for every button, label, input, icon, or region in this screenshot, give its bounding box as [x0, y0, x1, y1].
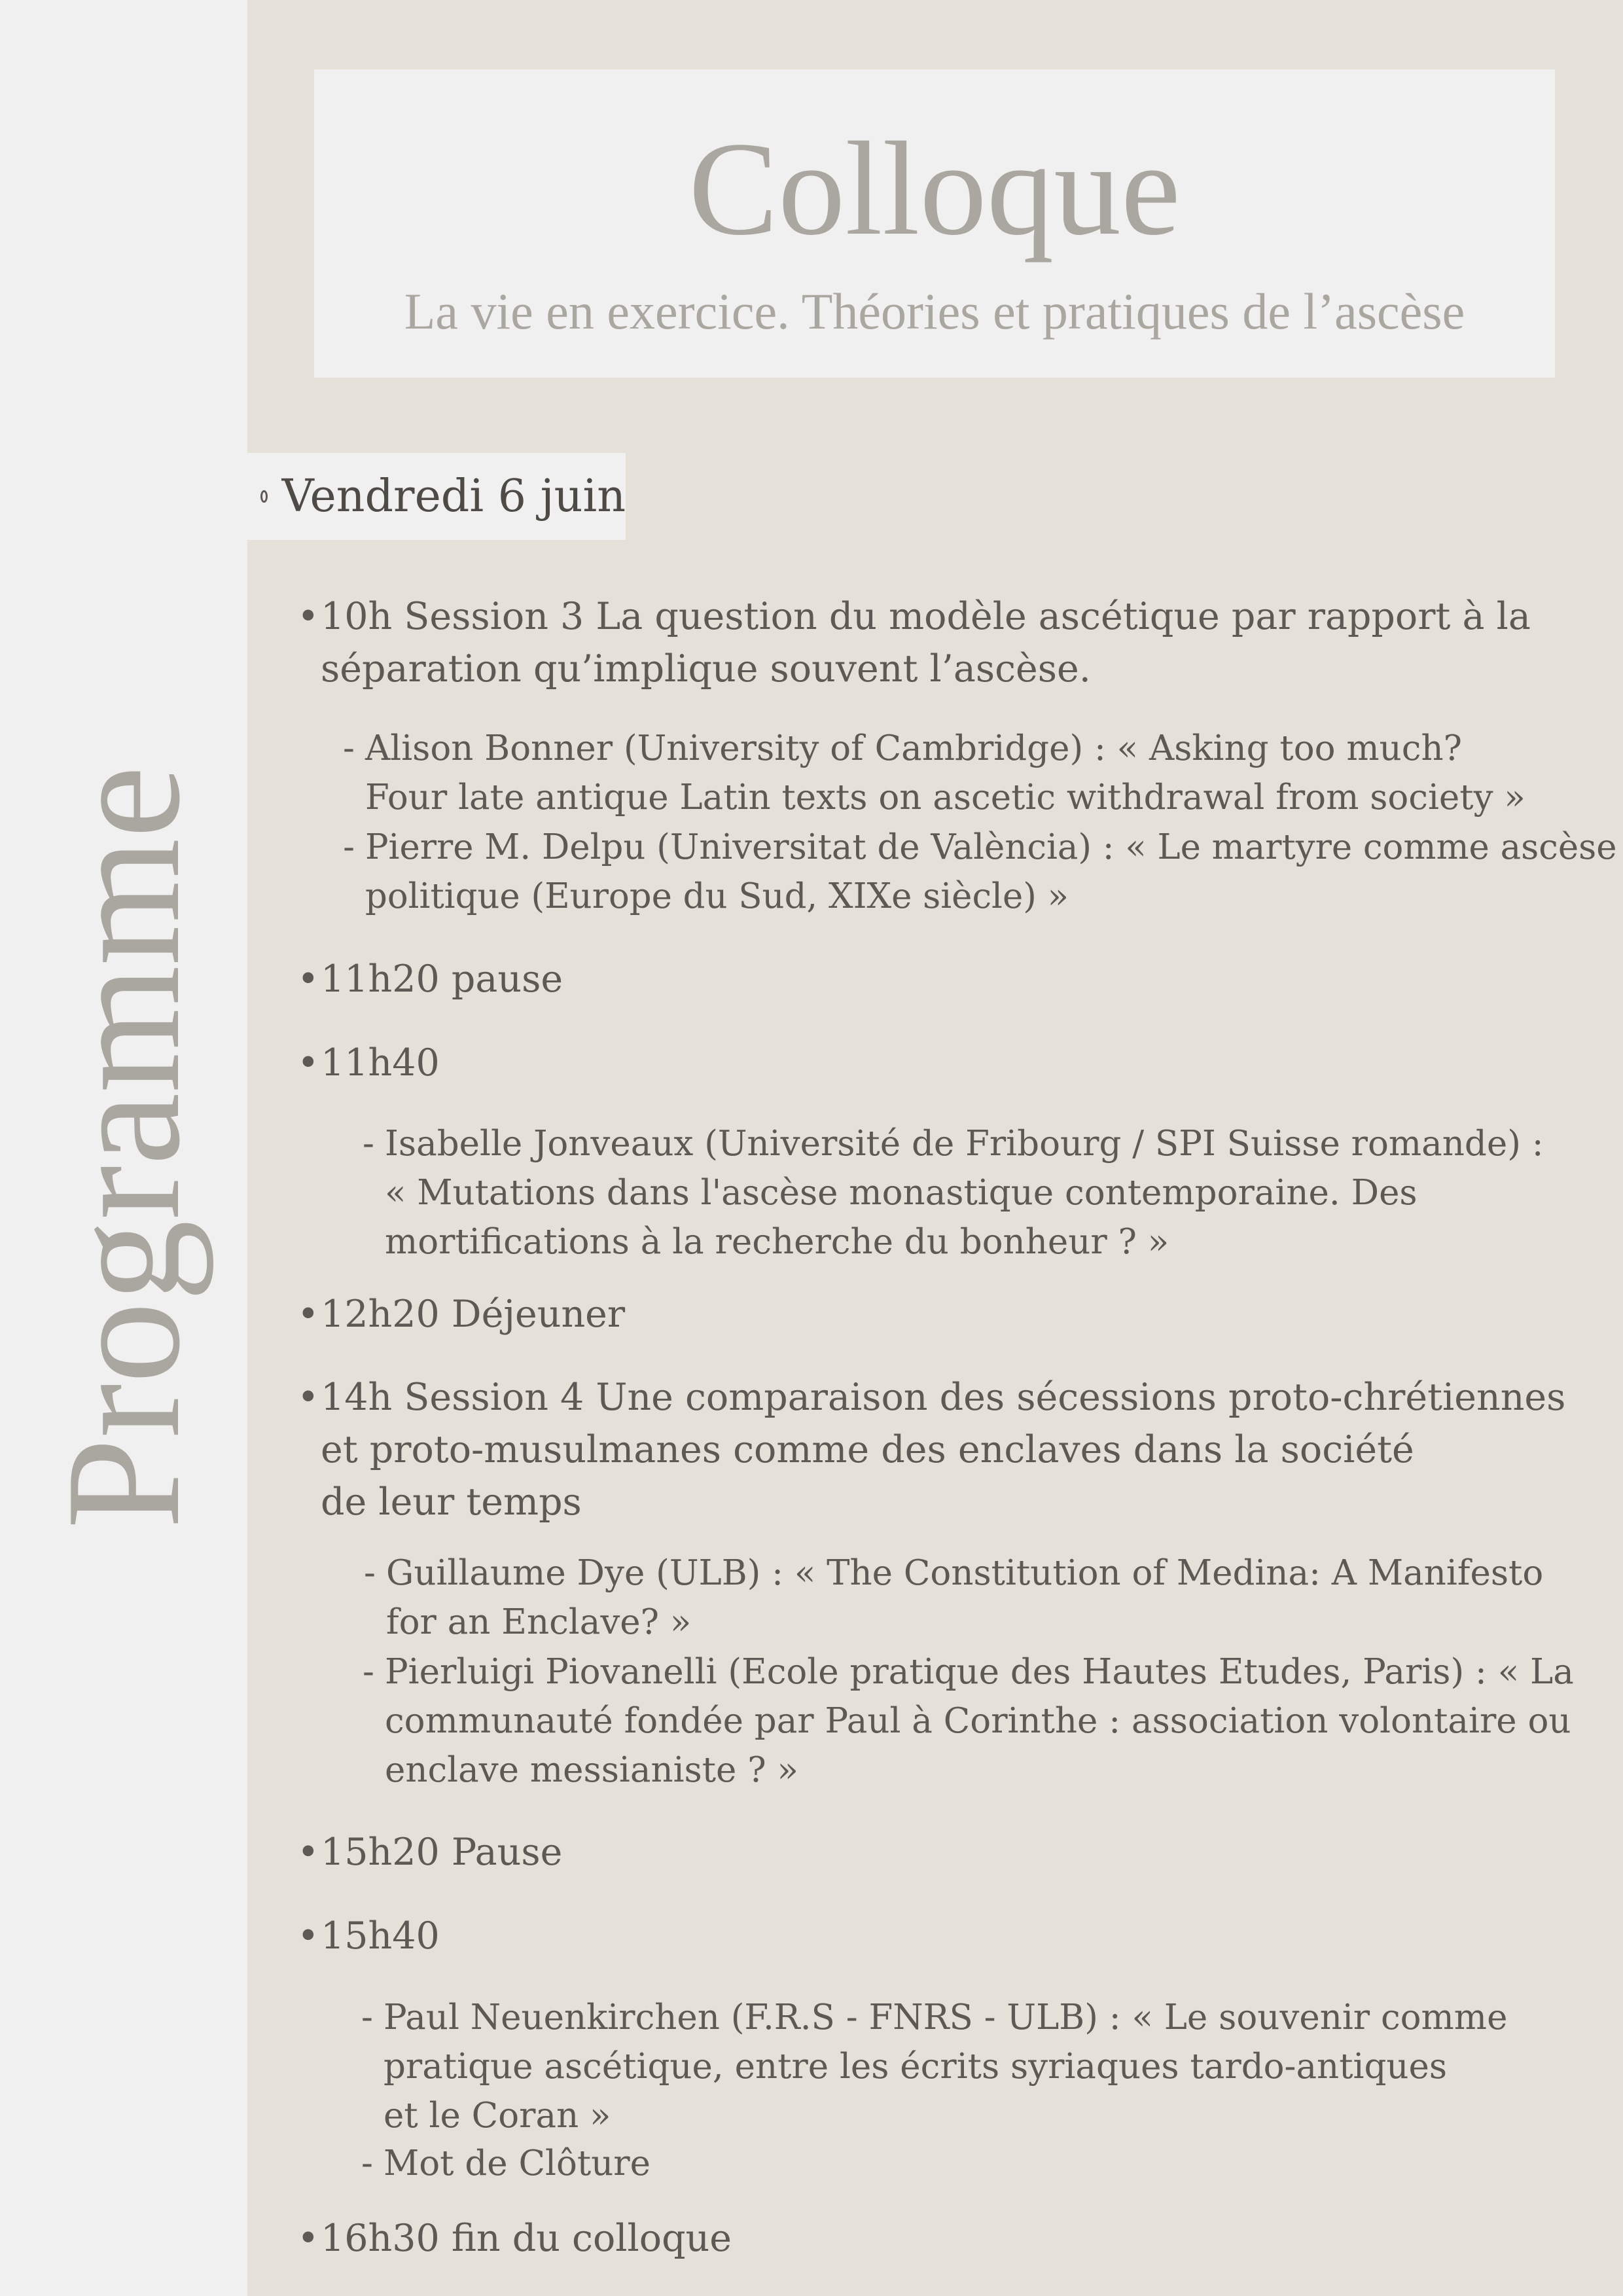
dash-bullet: - [364, 1553, 376, 1593]
page-subtitle: La vie en exercice. Théories et pratiques de l’ascèse [404, 283, 1465, 340]
talk-item [363, 1119, 1544, 1266]
dash-bullet: - [343, 728, 355, 768]
header-banner [314, 69, 1555, 378]
talk-line: Mot de Clôture [383, 2144, 651, 2183]
talk-line: Four late antique Latin texts on ascetic withdrawal from society » [365, 778, 1525, 817]
dash-bullet: - [361, 1998, 373, 2037]
schedule-line: 14h Session 4 Une comparaison des sécessions proto-chrétiennes [321, 1376, 1566, 1419]
talk-line: et le Coran » [383, 2096, 611, 2136]
talk-item [343, 823, 1617, 921]
schedule-item [297, 953, 563, 1005]
talk-item [364, 1549, 1544, 1647]
talk-line: for an Enclave? » [386, 1602, 692, 1642]
schedule-line: de leur temps [321, 1480, 582, 1524]
schedule-item [297, 1037, 440, 1089]
schedule-item [297, 1371, 1566, 1528]
schedule-line: et proto-musulmanes comme des enclaves dans la société [321, 1428, 1414, 1471]
schedule-line: séparation qu’implique souvent l’ascèse. [321, 647, 1091, 691]
bullet-icon: • [297, 1376, 319, 1419]
bullet-icon: • [297, 595, 319, 638]
talk-line: communauté fondée par Paul à Corinthe : association volontaire ou [385, 1701, 1571, 1741]
schedule-item [297, 1288, 626, 1340]
schedule-line: 10h Session 3 La question du modèle ascétique par rapport à la [321, 595, 1531, 638]
bullet-icon: • [297, 1831, 319, 1874]
talk-line: pratique ascétique, entre les écrits syriaques tardo-antiques [383, 2047, 1448, 2087]
dash-bullet: - [343, 827, 355, 867]
bullet-icon: • [297, 2217, 319, 2260]
schedule-line: 11h20 pause [321, 958, 563, 1001]
talk-line: Pierre M. Delpu (Universitat de València) : « Le martyre comme ascèse [365, 827, 1617, 867]
talk-line: « Mutations dans l'ascèse monastique contemporaine. Des [385, 1173, 1418, 1213]
talk-line: Guillaume Dye (ULB) : « The Constitution of Medina: A Manifesto [386, 1553, 1544, 1593]
talk-line: enclave messianiste ? » [385, 1750, 798, 1790]
schedule-item [297, 2212, 732, 2265]
sidebar [0, 0, 247, 2296]
bullet-icon: • [297, 1293, 319, 1336]
talk-line: Paul Neuenkirchen (F.R.S - FNRS - ULB) : « Le souvenir comme [383, 1998, 1508, 2037]
page-title: Colloque [688, 115, 1181, 263]
schedule-line: 12h20 Déjeuner [321, 1293, 626, 1336]
sidebar-title: Programme [33, 765, 214, 1530]
talk-item [361, 2139, 651, 2188]
schedule-item [297, 590, 1531, 695]
schedule-line: 15h20 Pause [321, 1831, 563, 1874]
talk-item [363, 1647, 1574, 1795]
talk-item [361, 1993, 1508, 2140]
circle-bullet-icon [260, 490, 268, 503]
talk-line: mortifications à la recherche du bonheur ? » [385, 1222, 1169, 1262]
schedule-item [297, 1910, 440, 1962]
talk-line: Pierluigi Piovanelli (Ecole pratique des Hautes Etudes, Paris) : « La [385, 1652, 1574, 1692]
day-heading [247, 453, 626, 540]
bullet-icon: • [297, 1041, 319, 1085]
dash-bullet: - [361, 2144, 373, 2183]
bullet-icon: • [297, 958, 319, 1001]
day-label: Vendredi 6 juin [281, 471, 626, 522]
talk-item [343, 724, 1525, 822]
dash-bullet: - [363, 1124, 374, 1164]
schedule-item [297, 1826, 563, 1878]
schedule-line: 11h40 [321, 1041, 440, 1085]
schedule-line: 16h30 fin du colloque [321, 2217, 732, 2260]
talk-line: Isabelle Jonveaux (Université de Fribourg / SPI Suisse romande) : [385, 1124, 1544, 1164]
talk-line: politique (Europe du Sud, XIXe siècle) » [365, 876, 1069, 916]
talk-line: Alison Bonner (University of Cambridge) : « Asking too much? [365, 728, 1462, 768]
dash-bullet: - [363, 1652, 374, 1692]
schedule-line: 15h40 [321, 1914, 440, 1958]
bullet-icon: • [297, 1914, 319, 1958]
